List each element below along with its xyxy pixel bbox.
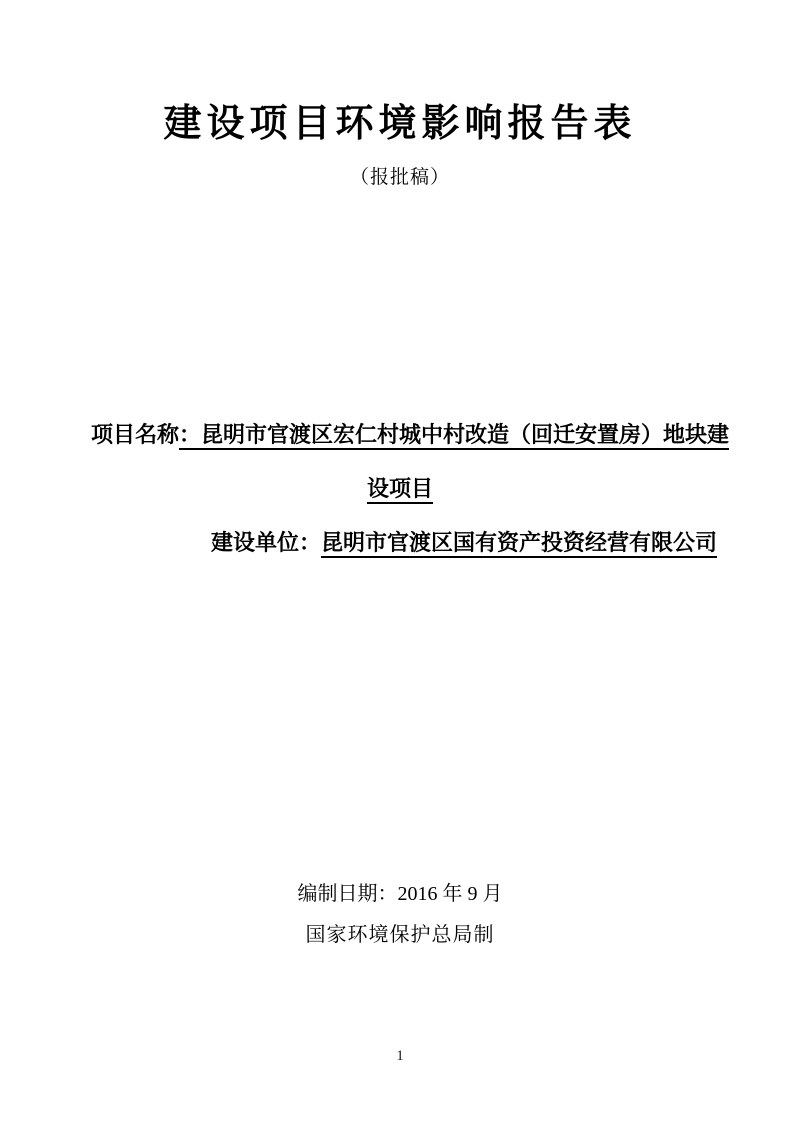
builder-line: [211, 529, 717, 558]
project-name-label: 项目名称: [91, 422, 180, 447]
page-number: 1: [396, 1048, 404, 1064]
project-name-value-part2: 设项目: [367, 476, 433, 504]
builder-label: 建设单位：: [211, 530, 322, 555]
issuing-agency-line: 国家环境保护总局制: [305, 924, 495, 946]
project-name-line-2: [0, 475, 800, 504]
project-name-value-part1: ：昆明市官渡区宏仁村城中村改造（回迁安置房）地块建: [179, 422, 729, 450]
report-subtitle: （报批稿）: [349, 167, 450, 188]
report-title: 建设项目环境影响报告表: [163, 103, 637, 145]
project-name-line-1: [91, 421, 729, 450]
builder-value: 昆明市官渡区国有资产投资经营有限公司: [321, 530, 717, 558]
compile-date-line: 编制日期：2016 年 9 月: [297, 883, 503, 905]
